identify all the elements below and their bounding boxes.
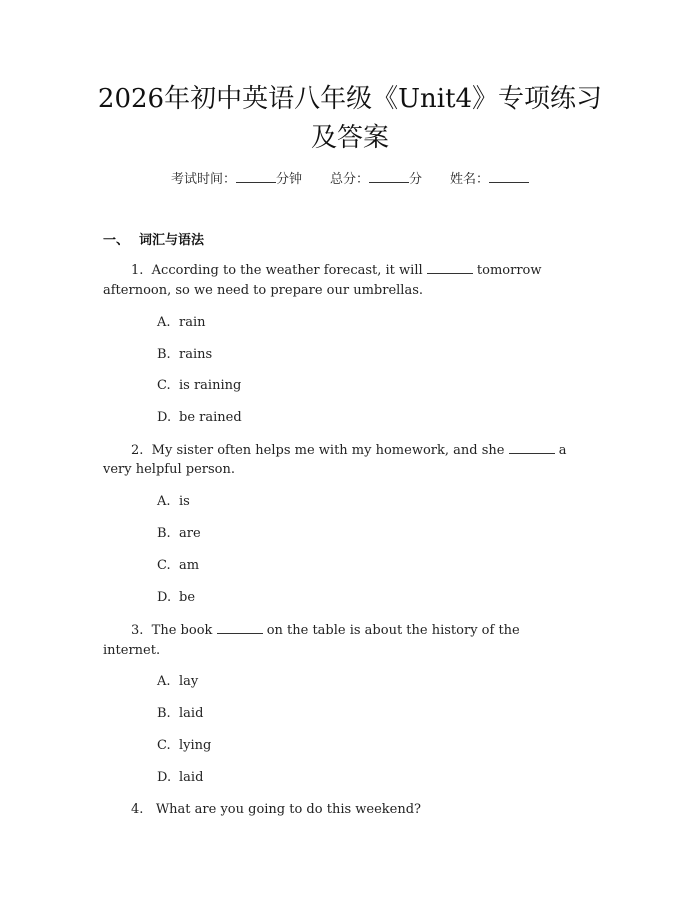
- question-2-option-d: [157, 590, 195, 605]
- section-title: 词汇与语法: [139, 233, 205, 248]
- question-number: 2.: [131, 443, 144, 458]
- question-3-option-b: [157, 706, 203, 721]
- question-number: 4.: [131, 802, 144, 817]
- question-2-option-c: [157, 558, 199, 573]
- question-text: My sister often helps me with my homework, and she: [151, 443, 505, 458]
- section-heading: [103, 229, 204, 248]
- answer-blank: [509, 442, 555, 454]
- option-text: is: [179, 494, 190, 509]
- option-letter: B.: [157, 347, 171, 362]
- question-2-line2: very helpful person.: [103, 462, 235, 477]
- section-number: 一、: [103, 233, 130, 248]
- question-3-option-a: [157, 674, 198, 689]
- option-text: be rained: [179, 410, 242, 425]
- question-1-line2: afternoon, so we need to prepare our umbrellas.: [103, 283, 424, 298]
- time-unit: 分钟: [275, 172, 302, 187]
- option-text: rain: [179, 315, 206, 330]
- question-number: 1.: [131, 263, 144, 278]
- option-letter: A.: [157, 494, 171, 509]
- question-2-line1: [131, 442, 567, 458]
- option-letter: A.: [157, 315, 171, 330]
- document-title-line2: 及答案: [310, 123, 389, 153]
- option-letter: B.: [157, 526, 171, 541]
- option-letter: C.: [157, 558, 171, 573]
- option-text: lying: [179, 738, 212, 753]
- question-1-option-c: [157, 378, 241, 393]
- score-blank: [369, 171, 409, 183]
- time-blank: [236, 171, 276, 183]
- question-text-cont: tomorrow: [476, 263, 542, 278]
- option-text: be: [179, 590, 196, 605]
- score-label: 总分：: [329, 172, 369, 187]
- option-text: are: [179, 526, 201, 541]
- option-letter: D.: [157, 590, 172, 605]
- name-blank: [489, 171, 529, 183]
- option-text: laid: [179, 770, 204, 785]
- score-unit: 分: [409, 172, 423, 187]
- name-label: 姓名：: [450, 172, 490, 187]
- question-1-option-d: [157, 410, 242, 425]
- question-2-option-b: [157, 526, 201, 541]
- option-letter: D.: [157, 410, 172, 425]
- option-letter: C.: [157, 738, 171, 753]
- question-number: 3.: [131, 623, 144, 638]
- question-3-line2: internet.: [103, 643, 161, 658]
- question-3-option-d: [157, 770, 203, 785]
- question-2-option-a: [157, 494, 190, 509]
- question-1-option-b: [157, 347, 212, 362]
- option-letter: A.: [157, 674, 171, 689]
- question-3-line1: [131, 622, 520, 638]
- answer-blank: [427, 262, 473, 274]
- question-1-option-a: [157, 315, 206, 330]
- question-text: What are you going to do this weekend?: [155, 802, 422, 817]
- option-text: am: [179, 558, 200, 573]
- option-text: rains: [179, 347, 213, 362]
- option-letter: C.: [157, 378, 171, 393]
- option-text: laid: [179, 706, 204, 721]
- question-1-line1: [131, 262, 542, 278]
- option-letter: D.: [157, 770, 172, 785]
- time-label: 考试时间：: [170, 172, 236, 187]
- question-text: The book: [151, 623, 213, 638]
- document-title-line1: 2026年初中英语八年级《Unit4》专项练习: [97, 84, 603, 114]
- question-text-cont: a: [558, 443, 567, 458]
- question-4-line1: [131, 802, 421, 817]
- question-text: According to the weather forecast, it will: [151, 263, 423, 278]
- exam-meta-line: [0, 168, 700, 187]
- option-text: lay: [179, 674, 199, 689]
- option-letter: B.: [157, 706, 171, 721]
- answer-blank: [217, 622, 263, 634]
- option-text: is raining: [179, 378, 242, 393]
- question-text-cont: on the table is about the history of the: [266, 623, 520, 638]
- question-3-option-c: [157, 738, 211, 753]
